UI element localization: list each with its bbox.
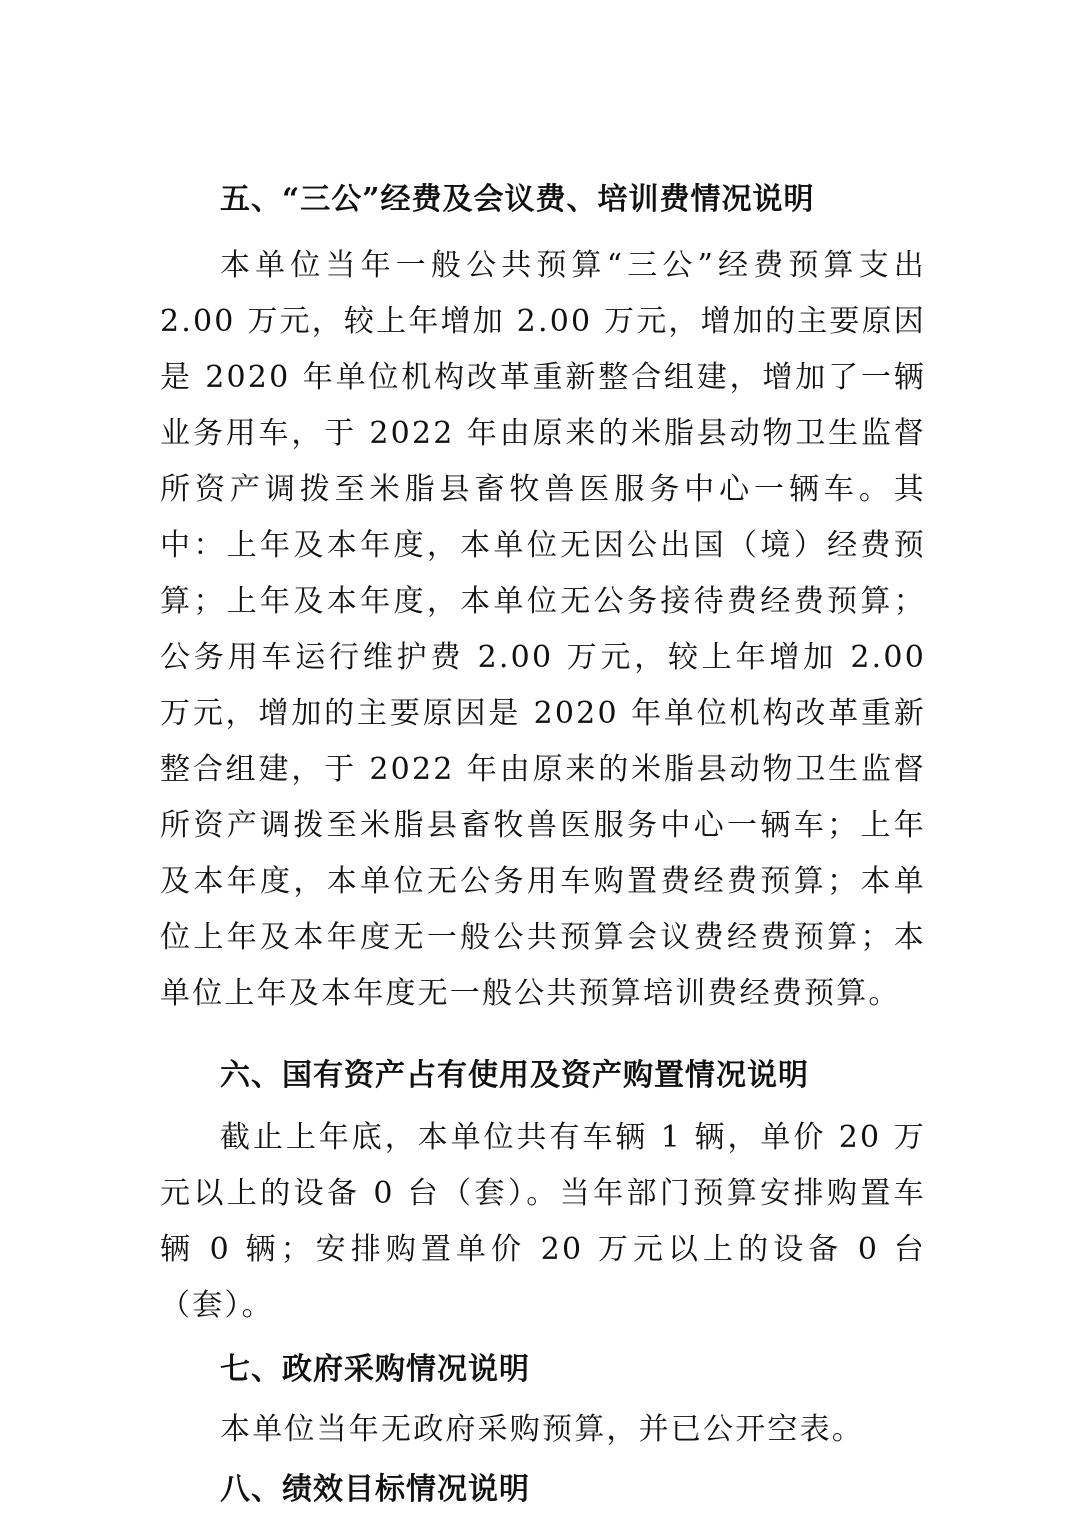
section-body-seven: 本单位当年无政府采购预算，并已公开空表。 <box>220 1412 864 1447</box>
document-page <box>160 172 926 1518</box>
section-heading-six: 六、国有资产占有使用及资产购置情况说明 <box>220 1058 809 1093</box>
section-heading-five: 五、“三公”经费及会议费、培训费情况说明 <box>220 182 815 217</box>
section-body-six: 截止上年底，本单位共有车辆 1 辆，单价 20 万元以上的设备 0 台（套）。当年部门预算安排购置车辆 0 辆；安排购置单价 20 万元以上的设备 0 台（套）。 <box>160 1120 926 1323</box>
section-heading-seven: 七、政府采购情况说明 <box>220 1352 530 1387</box>
section-heading-eight: 八、绩效目标情况说明 <box>220 1472 530 1507</box>
section-body-five: 本单位当年一般公共预算“三公”经费预算支出 2.00 万元，较上年增加 2.00 万元，增加的主要原因是 2020 年单位机构改革重新整合组建，增加了一辆业务用车，于 2022 年由原来的米脂县动物卫生监督所资产调拨至米脂县畜牧兽医服务中心一辆车。其中：上年及本年度，本单位无因公出国（境）经费预算；上年及本年度，本单位无公务接待费经费预算；公务用车运行维护费 2.00 万元，较上年增加 2.00 万元，增加的主要原因是 2020 年单位机构改革重新整合组建，于 2022 年由原来的米脂县动物卫生监督所资产调拨至米脂县畜牧兽医服务中心一辆车；上年及本年度，本单位无公务用车购置费经费预算；本单位上年及本年度无一般公共预算会议费经费预算；本单位上年及本年度无一般公共预算培训费经费预算。 <box>160 248 927 1011</box>
